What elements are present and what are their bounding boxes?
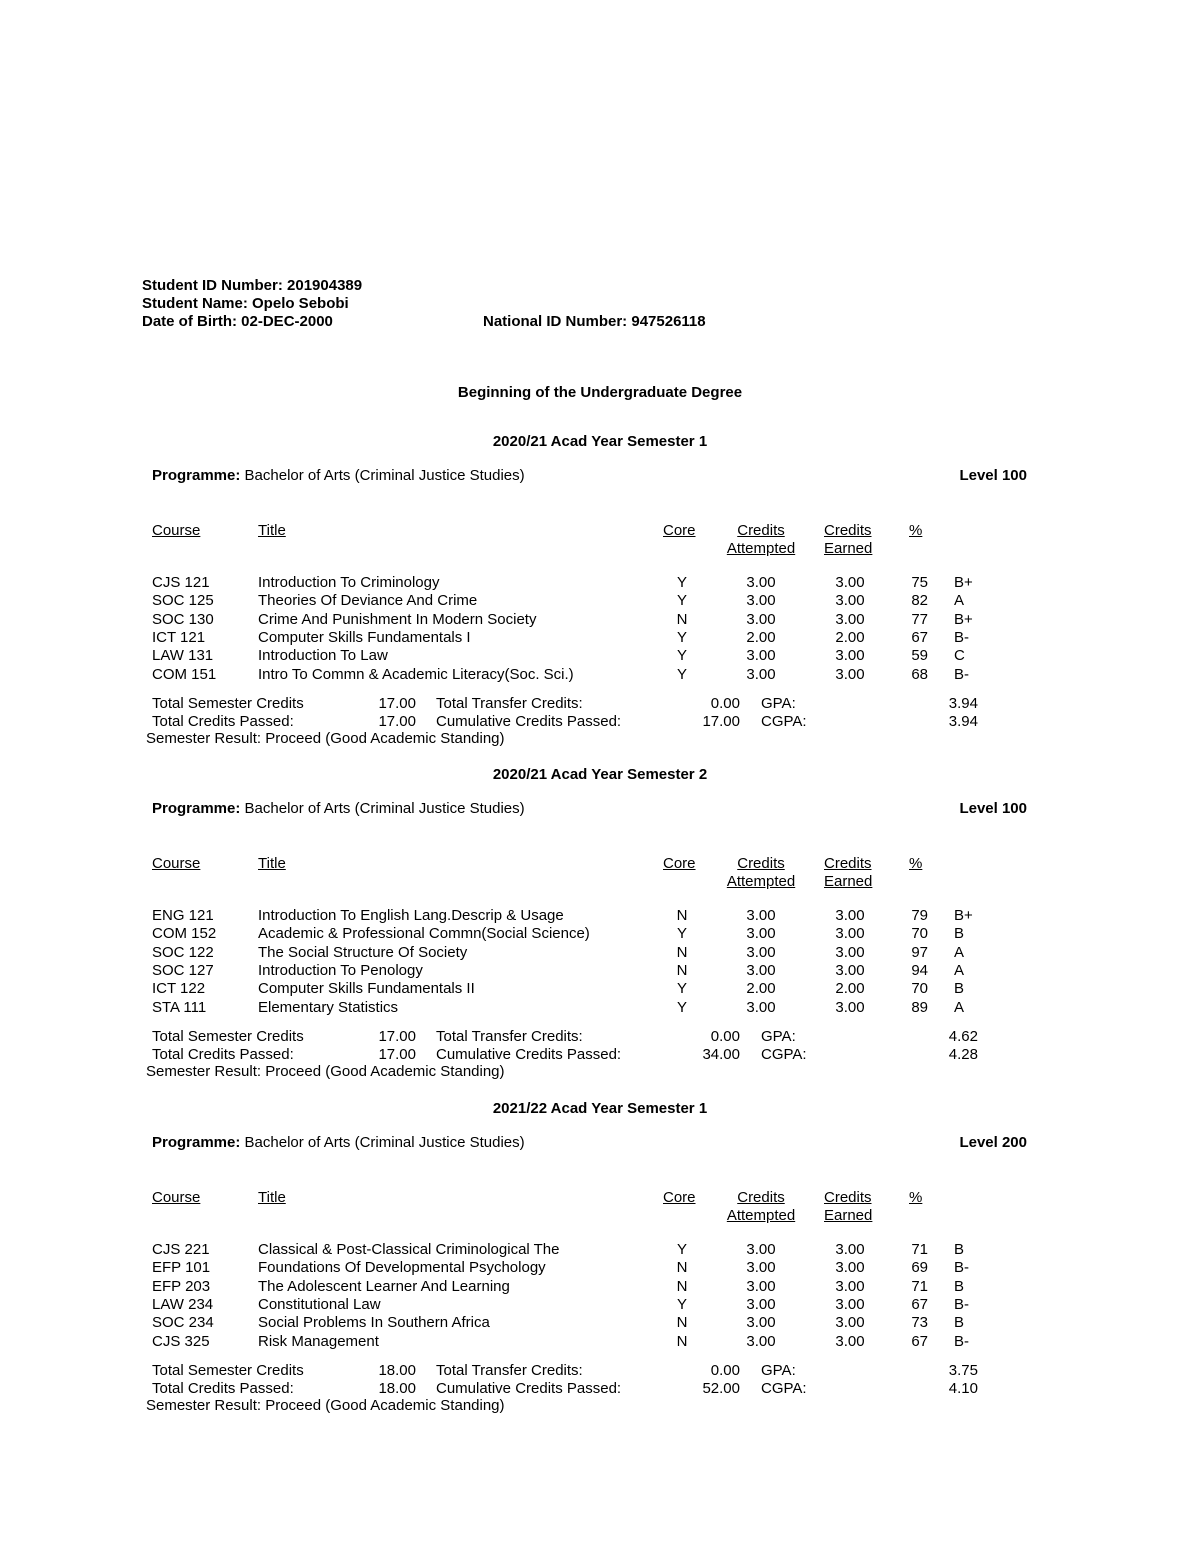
total-credits-passed: 17.00: [378, 713, 416, 730]
cgpa-label: CGPA:: [761, 1046, 807, 1063]
total-semester-credits-label: Total Semester Credits: [152, 1362, 304, 1379]
cumulative-credits-passed-label: Cumulative Credits Passed:: [436, 1380, 622, 1397]
dob-label: Date of Birth:: [142, 313, 237, 330]
credits-attempted: 3.00: [746, 610, 776, 628]
total-transfer-credits-label: Total Transfer Credits:: [436, 1362, 583, 1379]
total-semester-credits-label: Total Semester Credits: [152, 695, 304, 712]
col-core: Core: [663, 522, 696, 539]
col-percent: %: [909, 855, 923, 872]
course-title: Introduction To English Lang.Descrip & Usage: [258, 907, 564, 924]
total-transfer-credits-label: Total Transfer Credits:: [436, 695, 583, 712]
col-credits-earned-2: Earned: [824, 873, 873, 890]
total-transfer-credits: 0.00: [710, 1028, 740, 1045]
course-code: ICT 121: [152, 628, 206, 646]
col-credits-earned-2: Earned: [824, 1207, 873, 1224]
course-title: Introduction To Law: [258, 647, 388, 665]
credits-attempted: 3.00: [746, 961, 776, 979]
course-percent: 77: [911, 610, 928, 628]
col-title: Title: [258, 855, 286, 872]
credits-attempted: 3.00: [746, 1259, 776, 1277]
credits-attempted: 2.00: [746, 628, 776, 646]
credits-earned: 3.00: [835, 647, 865, 665]
course-code: CJS 121: [152, 574, 210, 591]
course-code: ICT 122: [152, 980, 206, 998]
credits-earned: 3.00: [835, 1314, 865, 1332]
course-code: SOC 234: [152, 1314, 214, 1332]
course-title: Academic & Professional Commn(Social Science): [258, 925, 590, 943]
credits-earned: 3.00: [835, 1277, 865, 1295]
course-grade: B-: [954, 1295, 969, 1313]
student-name-label: Student Name:: [142, 295, 248, 312]
total-transfer-credits: 0.00: [710, 1362, 740, 1379]
col-credits-attempted-2: Attempted: [726, 1207, 796, 1224]
total-transfer-credits-label: Total Transfer Credits:: [436, 1028, 583, 1045]
col-core: Core: [663, 855, 696, 872]
gpa-label: GPA:: [761, 695, 796, 712]
course-percent: 68: [911, 665, 928, 683]
course-percent: 70: [911, 925, 928, 943]
credits-earned: 3.00: [835, 610, 865, 628]
credits-attempted: 2.00: [746, 980, 776, 998]
programme-value: Bachelor of Arts (Criminal Justice Studies): [244, 467, 525, 484]
course-percent: 73: [911, 1314, 928, 1332]
course-code: SOC 125: [152, 592, 214, 610]
credits-earned: 2.00: [835, 980, 865, 998]
total-credits-passed-label: Total Credits Passed:: [152, 1380, 294, 1397]
credits-earned: 3.00: [835, 592, 865, 610]
cumulative-credits-passed-label: Cumulative Credits Passed:: [436, 1046, 622, 1063]
course-title: Introduction To Criminology: [258, 574, 440, 591]
col-percent: %: [909, 1189, 923, 1206]
course-percent: 59: [911, 647, 928, 665]
course-code: SOC 130: [152, 610, 214, 628]
semester-1-result: Semester Result: Proceed (Good Academic Standing): [146, 730, 505, 747]
credits-attempted: 3.00: [746, 1332, 776, 1350]
credits-earned: 3.00: [835, 925, 865, 943]
col-credits-attempted-2: Attempted: [726, 540, 796, 557]
course-code: ENG 121: [152, 907, 214, 924]
credits-earned: 3.00: [835, 1259, 865, 1277]
course-core: N: [676, 907, 688, 924]
course-title: Constitutional Law: [258, 1295, 381, 1313]
cgpa-value: 4.10: [948, 1380, 978, 1397]
col-course: Course: [152, 522, 201, 539]
course-title: Theories Of Deviance And Crime: [258, 592, 478, 610]
credits-attempted: 3.00: [746, 665, 776, 683]
course-core: Y: [676, 925, 687, 943]
total-semester-credits-label: Total Semester Credits: [152, 1028, 304, 1045]
student-name: [142, 295, 349, 313]
course-grade: A: [954, 998, 965, 1016]
course-percent: 67: [911, 628, 928, 646]
credits-earned: 3.00: [835, 1241, 865, 1258]
credits-earned: 3.00: [835, 1295, 865, 1313]
course-percent: 79: [911, 907, 928, 924]
course-code: SOC 122: [152, 943, 214, 961]
course-percent: 82: [911, 592, 928, 610]
total-transfer-credits: 0.00: [710, 695, 740, 712]
col-credits-earned: Credits: [824, 522, 872, 539]
semester-3-heading: 2021/22 Acad Year Semester 1: [492, 1100, 708, 1117]
cgpa-label: CGPA:: [761, 713, 807, 730]
credits-attempted: 3.00: [746, 925, 776, 943]
col-credits-earned: Credits: [824, 1189, 872, 1206]
total-semester-credits: 18.00: [378, 1362, 416, 1379]
programme-label: Programme:: [152, 1134, 245, 1151]
cgpa-value: 3.94: [948, 713, 978, 730]
cumulative-credits-passed: 52.00: [702, 1380, 740, 1397]
course-code: STA 111: [152, 998, 207, 1016]
credits-attempted: 3.00: [746, 1295, 776, 1313]
student-id-label: Student ID Number:: [142, 277, 283, 294]
course-core: N: [676, 961, 688, 979]
degree-heading: Beginning of the Undergraduate Degree: [457, 384, 743, 401]
course-percent: 67: [911, 1295, 928, 1313]
course-grade: B: [954, 925, 965, 943]
credits-attempted: 3.00: [746, 1241, 776, 1258]
col-course: Course: [152, 855, 201, 872]
col-core: Core: [663, 1189, 696, 1206]
course-core: Y: [676, 592, 687, 610]
course-core: N: [676, 1332, 688, 1350]
credits-earned: 3.00: [835, 574, 865, 591]
gpa-value: 3.94: [948, 695, 978, 712]
semester-2-heading: 2020/21 Acad Year Semester 2: [492, 766, 708, 783]
col-course: Course: [152, 1189, 201, 1206]
course-grade: A: [954, 592, 965, 610]
course-percent: 69: [911, 1259, 928, 1277]
course-grade: B: [954, 1241, 965, 1258]
course-core: Y: [676, 1295, 687, 1313]
credits-earned: 3.00: [835, 665, 865, 683]
credits-earned: 2.00: [835, 628, 865, 646]
total-semester-credits: 17.00: [378, 695, 416, 712]
course-percent: 94: [911, 961, 928, 979]
col-credits-attempted: Credits: [737, 522, 785, 539]
course-code: CJS 221: [152, 1241, 210, 1258]
gpa-value: 4.62: [948, 1028, 978, 1045]
course-title: Risk Management: [258, 1332, 379, 1350]
col-credits-attempted-2: Attempted: [726, 873, 796, 890]
col-percent: %: [909, 522, 923, 539]
credits-attempted: 3.00: [746, 647, 776, 665]
national-id-label: National ID Number:: [483, 313, 628, 330]
course-core: Y: [676, 574, 687, 591]
total-credits-passed: 17.00: [378, 1046, 416, 1063]
course-code: COM 151: [152, 665, 217, 683]
course-percent: 75: [911, 574, 928, 591]
course-code: EFP 101: [152, 1259, 211, 1277]
course-grade: B-: [954, 1332, 969, 1350]
course-core: N: [676, 943, 688, 961]
course-title: Crime And Punishment In Modern Society: [258, 610, 537, 628]
cumulative-credits-passed-label: Cumulative Credits Passed:: [436, 713, 622, 730]
course-title: Introduction To Penology: [258, 961, 423, 979]
credits-attempted: 3.00: [746, 592, 776, 610]
total-credits-passed: 18.00: [378, 1380, 416, 1397]
course-title: The Adolescent Learner And Learning: [258, 1277, 510, 1295]
total-credits-passed-label: Total Credits Passed:: [152, 1046, 294, 1063]
credits-earned: 3.00: [835, 961, 865, 979]
course-core: N: [676, 1259, 688, 1277]
course-code: LAW 131: [152, 647, 214, 665]
course-percent: 71: [911, 1277, 928, 1295]
credits-earned: 3.00: [835, 998, 865, 1016]
student-id-value: 201904389: [287, 277, 363, 294]
student-name-value: Opelo Sebobi: [252, 295, 349, 312]
course-grade: B-: [954, 1259, 969, 1277]
semester-2-result: Semester Result: Proceed (Good Academic Standing): [146, 1063, 505, 1080]
programme-label: Programme:: [152, 467, 245, 484]
course-core: N: [676, 610, 688, 628]
dob-value: 02-DEC-2000: [241, 313, 333, 330]
programme-label: Programme:: [152, 800, 245, 817]
credits-attempted: 3.00: [746, 907, 776, 924]
semester-3-result: Semester Result: Proceed (Good Academic Standing): [146, 1397, 505, 1414]
course-grade: B-: [954, 665, 969, 683]
course-grade: B-: [954, 628, 969, 646]
semester-3-programme: [152, 1134, 525, 1152]
course-grade: A: [954, 961, 965, 979]
course-title: Intro To Commn & Academic Literacy(Soc. Sci.): [258, 665, 574, 683]
credits-attempted: 3.00: [746, 943, 776, 961]
course-code: LAW 234: [152, 1295, 214, 1313]
course-title: The Social Structure Of Society: [258, 943, 468, 961]
course-percent: 67: [911, 1332, 928, 1350]
course-core: Y: [676, 998, 687, 1016]
student-id: [142, 277, 362, 295]
total-semester-credits: 17.00: [378, 1028, 416, 1045]
semester-1-level: Level 100: [959, 467, 1027, 484]
course-percent: 70: [911, 980, 928, 998]
cgpa-label: CGPA:: [761, 1380, 807, 1397]
national-id-value: 947526118: [631, 313, 706, 330]
semester-2-programme: [152, 800, 525, 818]
course-percent: 71: [911, 1241, 928, 1258]
semester-2-level: Level 100: [959, 800, 1027, 817]
col-title: Title: [258, 522, 286, 539]
col-credits-attempted: Credits: [737, 855, 785, 872]
course-title: Foundations Of Developmental Psychology: [258, 1259, 546, 1277]
course-core: N: [676, 1314, 688, 1332]
course-core: N: [676, 1277, 688, 1295]
cumulative-credits-passed: 34.00: [702, 1046, 740, 1063]
course-code: SOC 127: [152, 961, 214, 979]
credits-earned: 3.00: [835, 1332, 865, 1350]
credits-earned: 3.00: [835, 943, 865, 961]
date-of-birth: [142, 313, 333, 331]
credits-attempted: 3.00: [746, 1277, 776, 1295]
course-code: CJS 325: [152, 1332, 210, 1350]
course-percent: 89: [911, 998, 928, 1016]
course-title: Computer Skills Fundamentals II: [258, 980, 475, 998]
credits-attempted: 3.00: [746, 574, 776, 591]
gpa-value: 3.75: [948, 1362, 978, 1379]
course-grade: B+: [954, 610, 973, 628]
course-title: Social Problems In Southern Africa: [258, 1314, 490, 1332]
cumulative-credits-passed: 17.00: [702, 713, 740, 730]
course-grade: B+: [954, 907, 973, 924]
total-credits-passed-label: Total Credits Passed:: [152, 713, 294, 730]
col-credits-earned-2: Earned: [824, 540, 873, 557]
course-grade: B: [954, 1277, 965, 1295]
col-credits-earned: Credits: [824, 855, 872, 872]
national-id: [483, 313, 706, 331]
programme-value: Bachelor of Arts (Criminal Justice Studies): [244, 800, 525, 817]
gpa-label: GPA:: [761, 1362, 796, 1379]
course-code: COM 152: [152, 925, 217, 943]
semester-3-level: Level 200: [959, 1134, 1027, 1151]
col-title: Title: [258, 1189, 286, 1206]
programme-value: Bachelor of Arts (Criminal Justice Studies): [244, 1134, 525, 1151]
course-title: Computer Skills Fundamentals I: [258, 628, 471, 646]
semester-1-heading: 2020/21 Acad Year Semester 1: [492, 433, 708, 450]
semester-1-programme: [152, 467, 525, 485]
course-core: Y: [676, 647, 687, 665]
credits-attempted: 3.00: [746, 998, 776, 1016]
course-title: Elementary Statistics: [258, 998, 399, 1016]
course-core: Y: [676, 1241, 687, 1258]
course-core: Y: [676, 628, 687, 646]
course-core: Y: [676, 665, 687, 683]
credits-attempted: 3.00: [746, 1314, 776, 1332]
course-grade: B+: [954, 574, 973, 591]
course-code: EFP 203: [152, 1277, 211, 1295]
course-title: Classical & Post-Classical Criminological The: [258, 1241, 560, 1258]
course-percent: 97: [911, 943, 928, 961]
credits-earned: 3.00: [835, 907, 865, 924]
gpa-label: GPA:: [761, 1028, 796, 1045]
course-grade: C: [954, 647, 965, 665]
course-grade: B: [954, 980, 965, 998]
course-grade: A: [954, 943, 965, 961]
cgpa-value: 4.28: [948, 1046, 978, 1063]
course-core: Y: [676, 980, 687, 998]
course-grade: B: [954, 1314, 965, 1332]
col-credits-attempted: Credits: [737, 1189, 785, 1206]
